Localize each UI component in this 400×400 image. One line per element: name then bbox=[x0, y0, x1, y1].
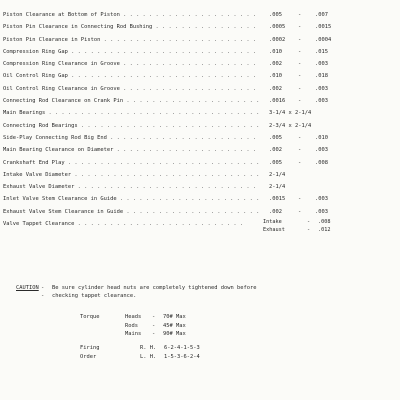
spec-max-value: .010 bbox=[315, 134, 328, 141]
firing-order-title: Firing Order bbox=[80, 345, 100, 360]
spec-row-tappet bbox=[3, 218, 387, 234]
spec-label: Compression Ring Clearance in Groove . . . bbox=[3, 58, 259, 70]
torque-list bbox=[125, 313, 245, 339]
spec-list bbox=[3, 9, 387, 234]
spec-value: .0015 bbox=[269, 196, 286, 203]
spec-max-value: .003 bbox=[315, 208, 328, 215]
spec-separator: - bbox=[298, 208, 302, 215]
spec-label: Inlet Valve Stem Clearance in Guide . . . bbox=[3, 193, 259, 205]
torque-row bbox=[125, 330, 245, 339]
spec-row bbox=[3, 144, 387, 156]
spec-max-value: .0004 bbox=[315, 36, 332, 43]
spec-value: 2-1/4 bbox=[269, 171, 286, 178]
spec-value: .002 bbox=[269, 208, 282, 215]
spec-value: .0016 bbox=[269, 98, 286, 105]
spec-value: .002 bbox=[269, 61, 282, 68]
tappet-row-exhaust bbox=[263, 226, 331, 234]
tappet-separator: - bbox=[307, 227, 311, 234]
torque-name: Heads bbox=[125, 314, 142, 320]
torque-separator: - bbox=[152, 314, 156, 320]
spec-row bbox=[3, 157, 387, 169]
spec-row bbox=[3, 21, 387, 33]
caution-label: CAUTION bbox=[16, 285, 39, 291]
spec-value: .0002 bbox=[269, 36, 286, 43]
spec-label: Crankshaft End Play . . . bbox=[3, 157, 259, 169]
spec-max-value: .007 bbox=[315, 12, 328, 18]
spec-separator: - bbox=[298, 85, 302, 92]
spec-separator: - bbox=[298, 159, 302, 166]
spec-value: 2-1/4 bbox=[269, 184, 286, 191]
spec-max-value: .018 bbox=[315, 73, 328, 80]
spec-separator: - bbox=[298, 24, 302, 31]
spec-value: .010 bbox=[269, 73, 282, 80]
spec-label: Piston Clearance at Bottom of Piston . . . bbox=[3, 9, 259, 21]
spec-separator: - bbox=[298, 98, 302, 105]
firing-order-row bbox=[140, 353, 230, 362]
spec-value: .002 bbox=[269, 147, 282, 154]
torque-row bbox=[125, 322, 245, 331]
spec-separator: - bbox=[298, 73, 302, 80]
spec-separator: - bbox=[298, 36, 302, 43]
spec-row bbox=[3, 132, 387, 144]
spec-label: Intake Valve Diameter . . . bbox=[3, 169, 259, 181]
spec-row bbox=[3, 70, 387, 82]
spec-label: Exhaust Valve Diameter . . . bbox=[3, 181, 259, 193]
spec-row bbox=[3, 58, 387, 70]
spec-row bbox=[3, 83, 387, 95]
spec-row bbox=[3, 107, 387, 119]
spec-label: Side-Play Connecting Rod Big End . . . bbox=[3, 132, 259, 144]
spec-row bbox=[3, 206, 387, 218]
torque-title: Torque bbox=[80, 314, 100, 320]
spec-label: Exhaust Valve Stem Clearance in Guide . . . bbox=[3, 206, 259, 218]
spec-separator: - bbox=[298, 12, 302, 18]
spec-label: Oil Control Ring Gap . . . bbox=[3, 70, 259, 82]
spec-value: 2-3/4 x 2-1/4 bbox=[269, 122, 312, 129]
spec-value: .010 bbox=[269, 48, 282, 55]
spec-max-value: .003 bbox=[315, 147, 328, 154]
caution-dash: -- bbox=[41, 285, 45, 299]
spec-label: Piston Pin Clearance in Connecting Rod Bushing . . . bbox=[3, 21, 259, 33]
tappet-side: Exhaust bbox=[263, 227, 285, 234]
spec-max-value: .0015 bbox=[315, 24, 332, 31]
spec-max-value: .008 bbox=[315, 159, 328, 166]
spec-separator: - bbox=[298, 61, 302, 68]
spec-separator: - bbox=[298, 48, 302, 55]
tappet-row-intake bbox=[263, 218, 331, 226]
spec-value: .005 bbox=[269, 12, 282, 18]
spec-max-value: .003 bbox=[315, 98, 328, 105]
spec-separator: - bbox=[298, 147, 302, 154]
spec-separator: - bbox=[298, 134, 302, 141]
firing-order-row bbox=[140, 344, 230, 353]
spec-value: 3-1/4 x 2-1/4 bbox=[269, 110, 312, 117]
tappet-value: .012 bbox=[318, 227, 331, 234]
spec-label: Oil Control Ring Clearance in Groove . . . bbox=[3, 83, 259, 95]
tappet-separator: - bbox=[307, 219, 311, 226]
spec-row bbox=[3, 46, 387, 58]
spec-row bbox=[3, 34, 387, 46]
spec-max-value: .003 bbox=[315, 196, 328, 203]
spec-row bbox=[3, 9, 387, 21]
spec-row bbox=[3, 193, 387, 205]
spec-value: .005 bbox=[269, 159, 282, 166]
spec-row bbox=[3, 181, 387, 193]
tappet-label: Valve Tappet Clearance . . . bbox=[3, 218, 243, 230]
spec-label: Compression Ring Gap . . . bbox=[3, 46, 259, 58]
torque-name: Rods bbox=[125, 322, 138, 329]
spec-max-value: .015 bbox=[315, 48, 328, 55]
torque-value: 45# Max bbox=[163, 322, 186, 329]
spec-row bbox=[3, 95, 387, 107]
spec-value: .0005 bbox=[269, 24, 286, 31]
firing-order-list bbox=[140, 344, 230, 361]
caution-text: Be sure cylinder head nuts are completely tightened down before checking tappet clearance. bbox=[52, 285, 257, 299]
torque-separator: - bbox=[152, 331, 156, 337]
spec-max-value: .003 bbox=[315, 85, 328, 92]
spec-max-value: .003 bbox=[315, 61, 328, 68]
tappet-side: Intake bbox=[263, 219, 282, 226]
spec-row bbox=[3, 169, 387, 181]
spec-value: .002 bbox=[269, 85, 282, 92]
tappet-value: .008 bbox=[318, 219, 331, 226]
spec-row bbox=[3, 120, 387, 132]
torque-separator: - bbox=[152, 322, 156, 329]
torque-value: 70# Max bbox=[163, 314, 186, 320]
firing-order-side: L. H. bbox=[140, 353, 157, 360]
torque-row bbox=[125, 313, 245, 322]
torque-value: 90# Max bbox=[163, 331, 186, 337]
firing-order-side: R. H. bbox=[140, 345, 157, 351]
tappet-values bbox=[263, 218, 331, 234]
torque-name: Mains bbox=[125, 331, 142, 337]
spec-label: Connecting Rod Clearance on Crank Pin . . . bbox=[3, 95, 259, 107]
firing-order-sequence: 1-5-3-6-2-4 bbox=[164, 353, 200, 360]
spec-separator: - bbox=[298, 196, 302, 203]
spec-label: Main Bearing Clearance on Diameter . . . bbox=[3, 144, 259, 156]
spec-label: Connecting Rod Bearings . . . bbox=[3, 120, 259, 132]
spec-label: Piston Pin Clearance in Piston . . . bbox=[3, 34, 259, 46]
spec-value: .005 bbox=[269, 134, 282, 141]
spec-label: Main Bearings . . . bbox=[3, 107, 259, 119]
firing-order-sequence: 6-2-4-1-5-3 bbox=[164, 345, 200, 351]
